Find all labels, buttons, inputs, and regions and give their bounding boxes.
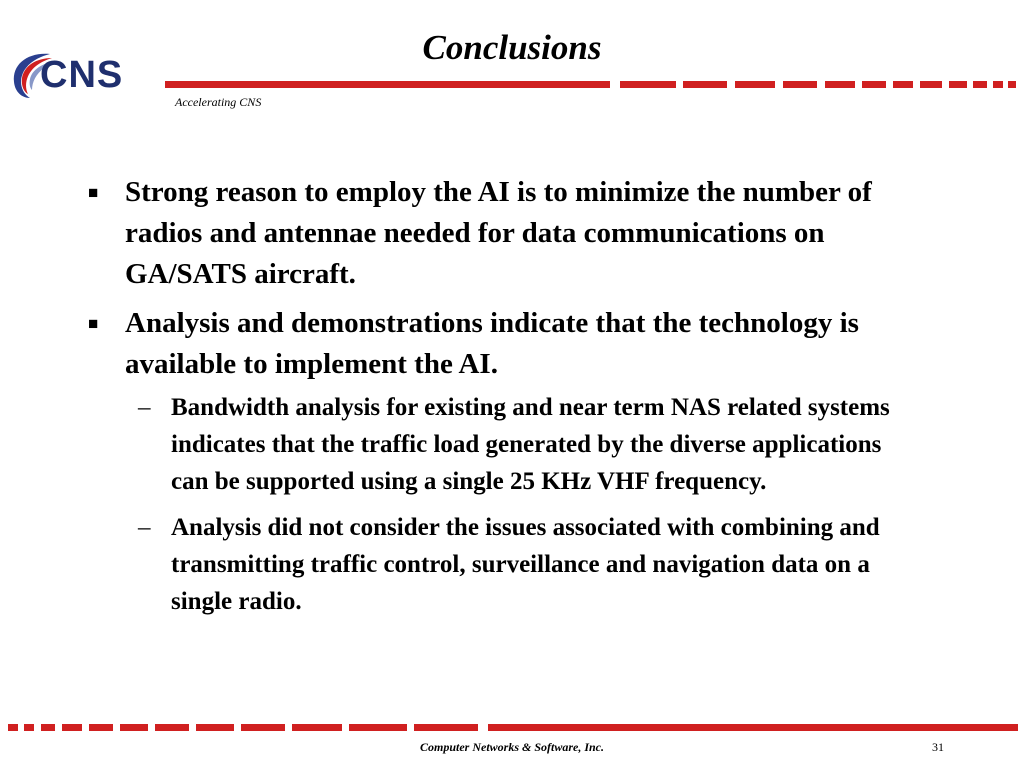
sub-bullet-1	[138, 389, 921, 500]
bullet-text: Analysis and demonstrations indicate that the technology is available to implement the AI.	[125, 307, 859, 380]
dash-bullet-icon: –	[138, 394, 151, 421]
bullet-2	[88, 303, 948, 385]
footer-divider	[8, 723, 1018, 733]
square-bullet-icon: ■	[88, 314, 99, 333]
sub-bullet-text: Bandwidth analysis for existing and near term NAS related systems indicates that the traffic load generated by the diverse applications can be supported using a single 25 KHz VHF frequency.	[171, 394, 890, 495]
bullet-1	[88, 172, 948, 295]
header-divider	[165, 80, 1020, 90]
logo-text: CNS	[40, 54, 124, 96]
dash-bullet-icon: –	[138, 514, 151, 541]
sub-bullet-text: Analysis did not consider the issues associated with combining and transmitting traffic control, surveillance and navigation data on a single radio.	[171, 514, 880, 615]
square-bullet-icon: ■	[88, 183, 99, 202]
footer-company: Computer Networks & Software, Inc.	[419, 740, 605, 754]
page-number: 31	[932, 740, 944, 754]
slide-subtitle: Accelerating CNS	[175, 95, 262, 109]
bullet-text: Strong reason to employ the AI is to minimize the number of radios and antennae needed for data communications on GA/SATS aircraft.	[125, 176, 872, 290]
sub-bullet-2	[138, 509, 921, 620]
slide-body	[88, 172, 948, 629]
slide-title: Conclusions	[422, 28, 602, 67]
